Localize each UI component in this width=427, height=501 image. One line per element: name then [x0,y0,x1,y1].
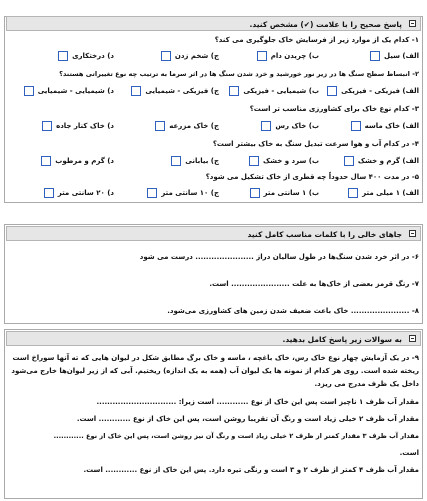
q5-option-a[interactable]: الف) ۱ میلی متر [348,188,419,198]
checkbox[interactable] [44,188,54,198]
answer-line-2[interactable]: مقدار آب ظرف ۲ خیلی زیاد است و رنگ آن تقریبا روشن است، پس این خاک از نوع ............ است. [76,415,419,423]
checkbox[interactable] [229,86,239,96]
q4-option-b[interactable]: ب) سرد و خشک [249,156,319,166]
checkbox[interactable] [348,188,358,198]
q2-option-a[interactable]: الف) فیزیکی - فیزیکی [327,86,419,96]
question-4-options [4,156,419,170]
question-5-options [4,188,419,202]
checkbox[interactable] [250,188,260,198]
blank-field[interactable]: ...................... [350,307,410,315]
question-2: ۲- انبساط سطح سنگ ها در زیر نور خورشید و خرد شدن سنگ ها در اثر سرما به ترتیب چه نوع تغییراتی هستند؟ [59,70,419,78]
checkbox[interactable] [161,51,171,61]
q5-option-c[interactable]: ج) ۱۰ سانتی متر [147,188,219,198]
section-fill-blanks [4,226,423,241]
checkbox[interactable] [42,121,52,131]
q3-option-a[interactable]: الف) خاک ماسه [351,121,419,131]
q2-option-c[interactable]: ج) فیزیکی - شیمیایی [131,86,219,96]
collapse-icon[interactable] [409,335,416,342]
q1-option-a[interactable]: الف) سیل [370,51,419,61]
q3-option-b[interactable]: ب) خاک رس [261,121,319,131]
question-1-options [4,51,419,65]
question-4: ۴- در کدام آب و هوا سرعت تبدیل سنگ به خاک بیشتر است؟ [212,140,419,148]
q5-option-b[interactable]: ب) ۱ سانتی متر [250,188,319,198]
question-1: ۱- کدام یک از موارد زیر از فرسایش خاک جلوگیری می کند؟ [214,36,419,44]
fill-question-7: ۷- رنگ قرمز بعضی از خاک‌ها به علت ...................... است. [209,280,419,288]
checkbox[interactable] [370,51,380,61]
q1-option-d[interactable]: د) درختکاری [58,51,114,61]
q3-option-d[interactable]: د) خاک کنار جاده [42,121,114,131]
answer-line-3[interactable]: مقدار آب ظرف ۳ مقدار کمتر از ظرف ۲ خیلی زیاد است و رنگ آن نیز روشن است، پس این خاک از نوع ............ [53,432,419,440]
q4-option-c[interactable]: ج) بیابانی [171,156,219,166]
collapse-icon[interactable] [409,20,416,27]
answer-line-1[interactable]: مقدار آب ظرف ۱ ناچیز است پس این خاک از نوع ............ است زیرا: .............................. [96,398,419,406]
checkbox[interactable] [261,121,271,131]
checkbox[interactable] [351,121,361,131]
checkbox[interactable] [131,86,141,96]
section-1-header [6,16,421,31]
question-3: ۳- کدام نوع خاک برای کشاورزی مناسب تر است؟ [249,105,419,113]
checkbox[interactable] [171,156,181,166]
fill-question-8: ۸- ...................... خاک باعث ضعیف شدن زمین های کشاورزی می‌شود. [167,307,419,315]
question-5: ۵- در مدت ۴۰۰ سال حدوداً چه قطری از خاک تشکیل می شود؟ [205,173,419,181]
section-3-title: به سوالات زیر پاسخ کامل بدهید. [282,335,402,344]
section-1-title: پاسخ صحیح را با علامت (✔) مشخص کنید. [249,20,402,29]
q4-option-a[interactable]: الف) گرم و خشک [344,156,419,166]
question-2-options [4,86,419,100]
checkbox[interactable] [257,51,267,61]
q2-option-d[interactable]: د) شیمیایی - شیمیایی [24,86,114,96]
checkbox[interactable] [58,51,68,61]
q2-option-b[interactable]: ب) شیمیایی - فیزیکی [229,86,319,96]
q4-option-d[interactable]: د) گرم و مرطوب [41,156,114,166]
question-3-options [4,121,419,135]
q3-option-c[interactable]: ج) خاک مزرعه [155,121,219,131]
q1-option-c[interactable]: ج) شخم زدن [161,51,219,61]
checkbox[interactable] [155,121,165,131]
blank-field[interactable]: ...................... [195,253,254,261]
answer-line-3-end: است. [399,449,419,457]
collapse-icon[interactable] [409,230,416,237]
checkbox[interactable] [327,86,337,96]
section-multiple-choice [4,16,423,31]
fill-question-6: ۶- در اثر خرد شدن سنگ‌ها در طول سالیان دراز ...................... درست می شود [139,253,419,261]
checkbox[interactable] [41,156,51,166]
section-2-header [6,226,421,241]
answer-line-4[interactable]: مقدار آب ظرف ۴ کمتر از ظرف ۲ و ۳ است و رنگی تیره دارد. پس این خاک از نوع ............ است. [83,466,419,474]
q1-option-b[interactable]: ب) چریدن دام [257,51,319,61]
question-9-text: ۹- در یک آزمایش چهار نوع خاک رس، خاک باغچه ، ماسه و خاک برگ مطابق شکل در لیوان هایی که ته آنها سوراخ است ریخته شده است. روی هر کدام از نمونه ها یک لیوان آب (همه به یک اندازه) ریختیم. آبی که از زیر لیوان‌ها خارج می‌شود داخل یک ظرف مدرج می ریزد. [11,354,419,388]
section-3-header [6,331,421,346]
checkbox[interactable] [24,86,34,96]
q5-option-d[interactable]: د) ۲۰ سانتی متر [44,188,114,198]
blank-field[interactable]: ...................... [231,280,290,288]
checkbox[interactable] [147,188,157,198]
checkbox[interactable] [344,156,354,166]
section-full-answer [4,331,423,346]
section-2-title: جاهای خالی را با کلمات مناسب کامل کنید [247,230,402,239]
checkbox[interactable] [249,156,259,166]
